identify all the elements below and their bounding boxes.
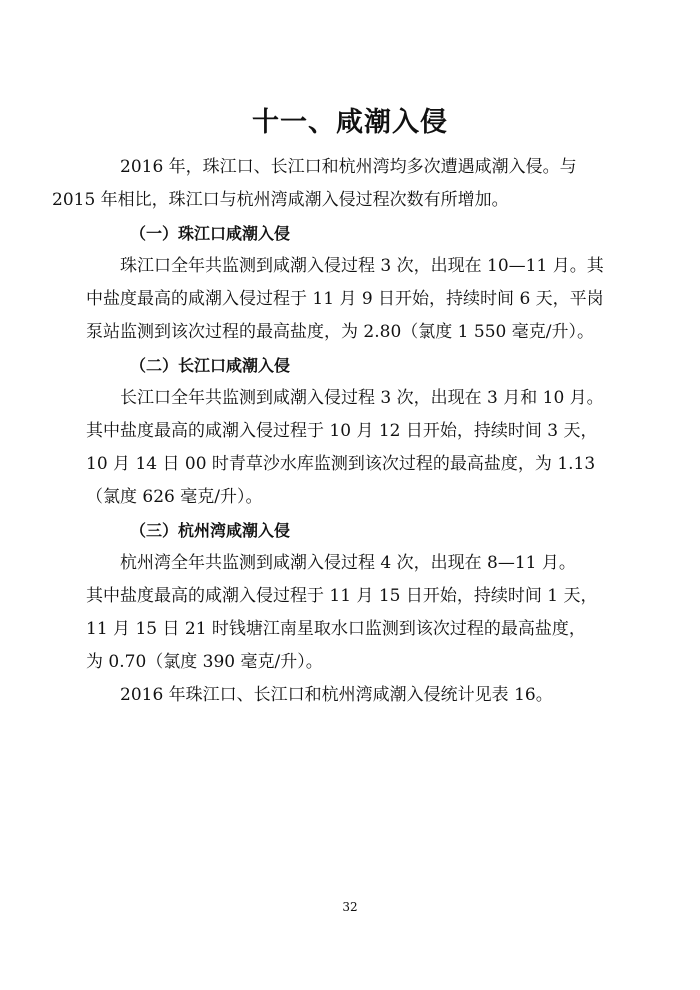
page-number: 32 — [342, 900, 358, 914]
text-line: 长江口全年共监测到咸潮入侵过程 3 次，出现在 3 月和 10 月。 — [120, 388, 604, 408]
text-line: 中盐度最高的咸潮入侵过程于 11 月 9 日开始，持续时间 6 天，平岗 — [86, 289, 604, 309]
text-line: 其中盐度最高的咸潮入侵过程于 10 月 12 日开始，持续时间 3 天， — [86, 421, 598, 441]
intro-paragraph — [52, 151, 616, 217]
closing-paragraph — [86, 679, 616, 712]
document-body — [52, 151, 616, 712]
text-line: （氯度 626 毫克/升）。 — [86, 487, 263, 507]
text-line: 杭州湾全年共监测到咸潮入侵过程 4 次，出现在 8—11 月。 — [120, 553, 576, 573]
text-line: 2016 年珠江口、长江口和杭州湾咸潮入侵统计见表 16。 — [120, 685, 553, 705]
text-line: 为 0.70（氯度 390 毫克/升）。 — [86, 652, 323, 672]
section-heading-hangzhou-bay: （三）杭州湾咸潮入侵 — [130, 521, 291, 540]
text-line: 泵站监测到该次过程的最高盐度，为 2.80（氯度 1 550 毫克/升）。 — [86, 322, 594, 342]
section-paragraph-yangtze — [86, 382, 616, 514]
section-paragraph-pearl-river — [86, 250, 616, 349]
page-title: 十一、咸潮入侵 — [252, 107, 448, 138]
section-paragraph-hangzhou-bay — [86, 547, 616, 679]
text-line: 珠江口全年共监测到咸潮入侵过程 3 次，出现在 10—11 月。其 — [120, 256, 604, 276]
text-line: 2016 年，珠江口、长江口和杭州湾均多次遭遇咸潮入侵。与 — [120, 157, 577, 177]
section-heading-pearl-river: （一）珠江口咸潮入侵 — [130, 224, 291, 243]
text-line: 11 月 15 日 21 时钱塘江南星取水口监测到该次过程的最高盐度， — [86, 619, 586, 639]
text-line: 2015 年相比，珠江口与杭州湾咸潮入侵过程次数有所增加。 — [52, 190, 509, 210]
text-line: 其中盐度最高的咸潮入侵过程于 11 月 15 日开始，持续时间 1 天， — [86, 586, 598, 606]
section-heading-yangtze: （二）长江口咸潮入侵 — [130, 356, 291, 375]
text-line: 10 月 14 日 00 时青草沙水库监测到该次过程的最高盐度，为 1.13 — [86, 454, 596, 474]
